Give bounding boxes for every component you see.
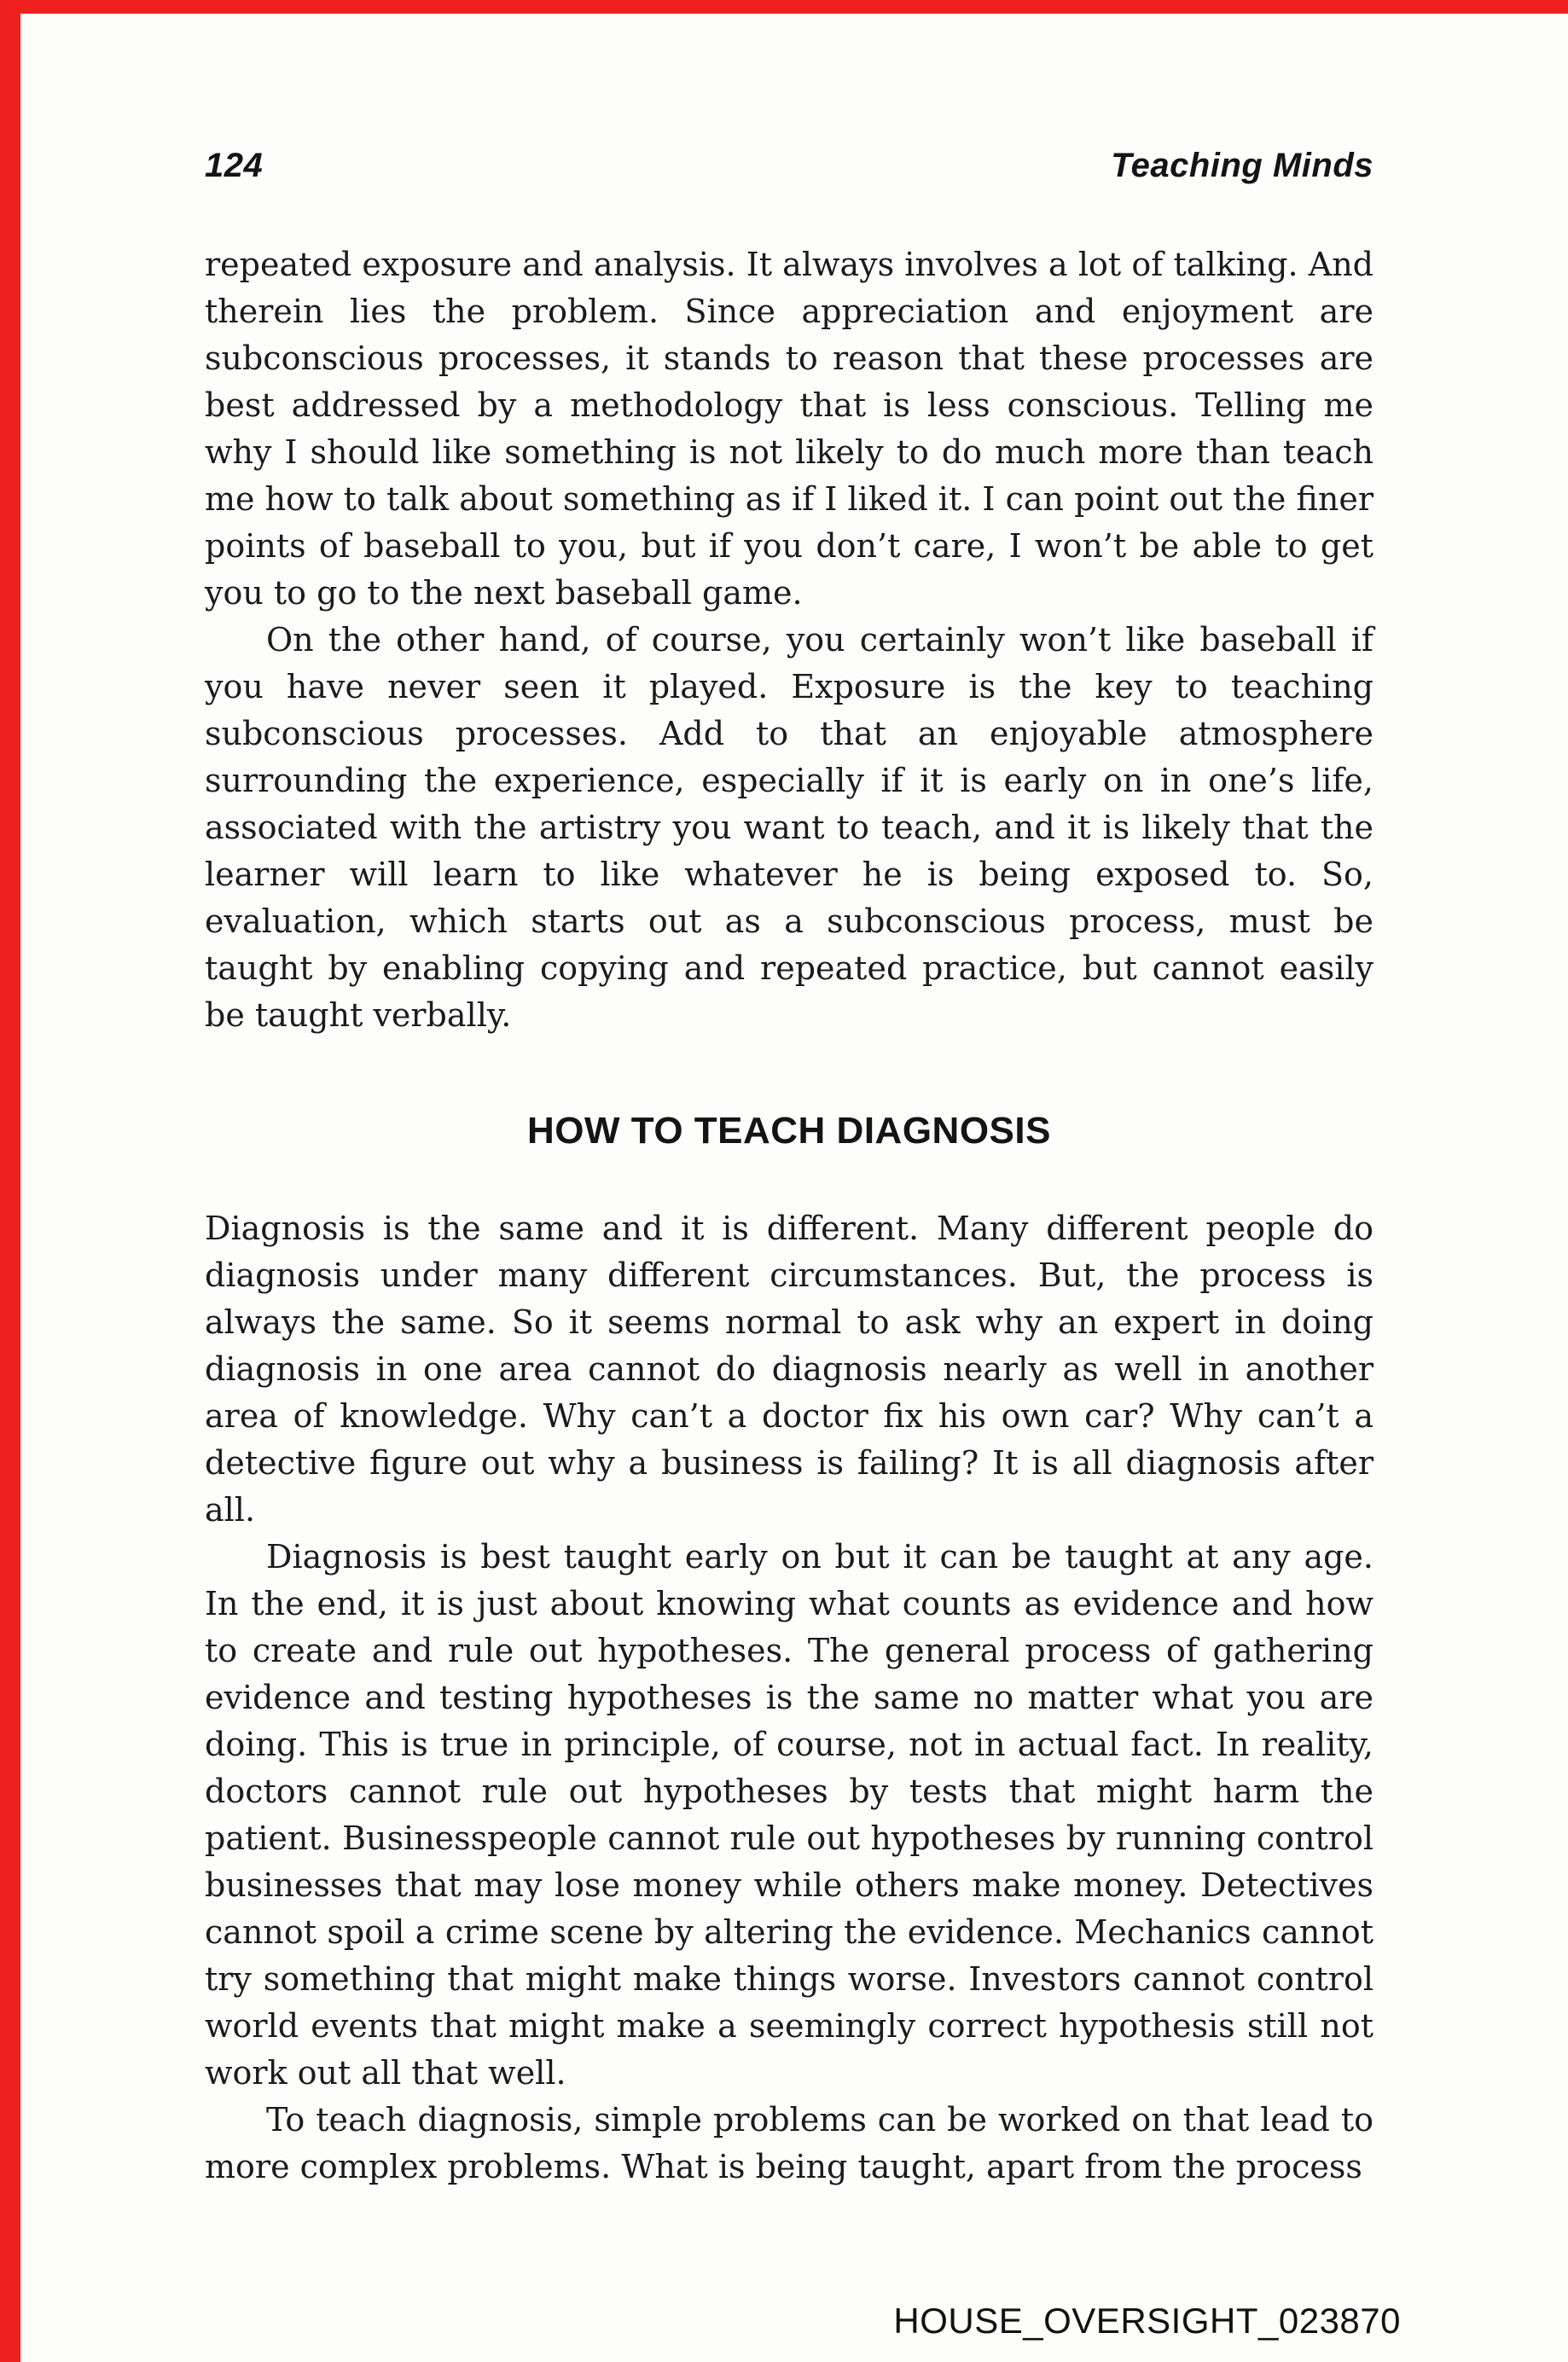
bates-stamp: HOUSE_OVERSIGHT_023870 xyxy=(893,2301,1401,2341)
running-title: Teaching Minds xyxy=(1111,147,1373,184)
paragraph: Diagnosis is best taught early on but it can be taught at any age. In the end, it is just about knowing what counts as evidence and how to create and rule out hypotheses. The general process of gathering evidence and testing hypotheses is the same no matter what you are doing. This is true in principle, of course, not in actual fact. In reality, doctors cannot rule out hypotheses by tests that might harm the patient. Businesspeople cannot rule out hypotheses by running control businesses that may lose money while others make money. Detectives cannot spoil a crime scene by altering the evidence. Mechanics cannot try something that might make things worse. Investors cannot control world events that might make a seemingly correct hypothesis still not work out all that well. xyxy=(205,1538,1373,2092)
paragraph: To teach diagnosis, simple problems can be worked on that lead to more complex problems. What is being taught, apart from the process xyxy=(205,2101,1373,2185)
section-heading: HOW TO TEACH DIAGNOSIS xyxy=(527,1110,1051,1152)
scan-red-border-left xyxy=(0,0,20,2362)
page-number: 124 xyxy=(205,147,264,184)
scan-red-border-top xyxy=(0,0,1568,14)
paragraph: On the other hand, of course, you certainly won’t like baseball if you have never seen it played. Exposure is the key to teaching subconscious processes. Add to that an enjoyable atmosphere surrounding the experience, especially if it is early on in one’s life, associated with the artistry you want to teach, and it is likely that the learner will learn to like whatever he is being exposed to. So, evaluation, which starts out as a subconscious process, must be taught by enabling copying and repeated practice, but cannot easily be taught verbally. xyxy=(205,621,1373,1034)
body-text xyxy=(205,241,1373,2191)
paragraph: Diagnosis is the same and it is different. Many different people do diagnosis under many different circumstances. But, the process is always the same. So it seems normal to ask why an expert in doing diagnosis in one area cannot do diagnosis nearly as well in another area of knowledge. Why can’t a doctor fix his own car? Why can’t a detective figure out why a business is failing? It is all diagnosis after all. xyxy=(205,1210,1373,1529)
page-content xyxy=(205,147,1373,2191)
running-header xyxy=(205,147,1373,185)
paragraph: repeated exposure and analysis. It always involves a lot of talking. And therein lies the problem. Since appreciation and enjoyment are subconscious processes, it stands to reason that these processes are best addressed by a methodology that is less conscious. Telling me why I should like something is not likely to do much more than teach me how to talk about something as if I liked it. I can point out the finer points of baseball to you, but if you don’t care, I won’t be able to get you to go to the next baseball game. xyxy=(205,246,1373,612)
